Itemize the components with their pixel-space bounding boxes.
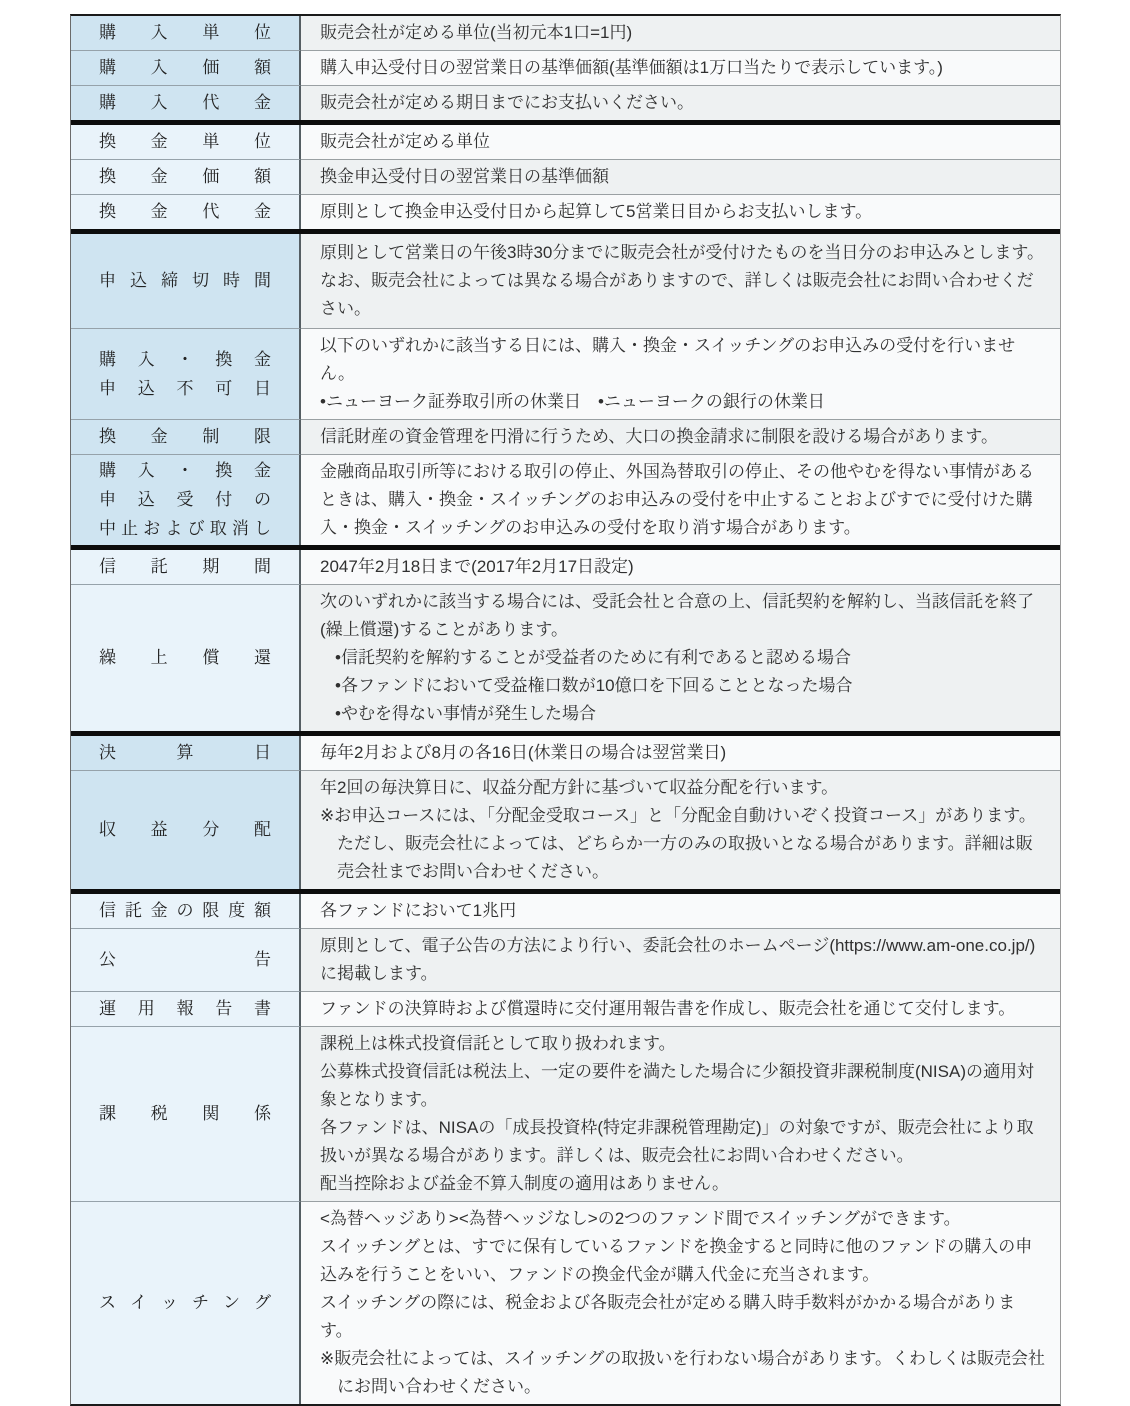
table-row <box>71 50 1060 85</box>
row-label: 申 込 締 切 時 間 <box>71 234 301 328</box>
description-line: 公募株式投資信託は税法上、一定の要件を満たした場合に少額投資非課税制度(NISA)の適用対象となります。 <box>320 1062 1034 1109</box>
table-row <box>71 894 1060 928</box>
table-row <box>71 85 1060 120</box>
description-line: 販売会社が定める単位 <box>320 132 490 151</box>
row-description <box>301 16 1060 50</box>
row-description <box>301 328 1060 419</box>
row-label: 課 税 関 係 <box>71 1026 301 1201</box>
row-description <box>301 928 1060 991</box>
row-description <box>301 550 1060 584</box>
description-line: 購入申込受付日の翌営業日の基準価額(基準価額は1万口当たりで表示しています。) <box>320 58 943 77</box>
description-line: 販売会社が定める単位(当初元本1口=1円) <box>320 23 633 42</box>
description-line: 販売会社が定める期日までにお支払いください。 <box>320 93 694 112</box>
table-row <box>71 928 1060 991</box>
description-line: ファンドの決算時および償還時に交付運用報告書を作成し、販売会社を通じて交付します。 <box>320 999 1016 1018</box>
description-line: 以下のいずれかに該当する日には、購入・換金・スイッチングのお申込みの受付を行いません。 <box>320 336 1016 383</box>
table-row <box>71 125 1060 159</box>
row-label: 換 金 価 額 <box>71 159 301 194</box>
row-label: 購 入 ・ 換 金 申 込 不 可 日 <box>71 328 301 419</box>
table-row <box>71 454 1060 545</box>
table-row <box>71 584 1060 731</box>
table-row <box>71 159 1060 194</box>
description-line: 2047年2月18日まで(2017年2月17日設定) <box>320 557 634 576</box>
row-label: 購 入 代 金 <box>71 85 301 120</box>
row-label: 購 入 ・ 換 金 申 込 受 付 の 中 止 お よ び 取 消 し <box>71 454 301 545</box>
description-line: ※お申込コースには、「分配金受取コース」と「分配金自動けいぞく投資コース」があります。ただし、販売会社によっては、どちらか一方のみの取扱いとなる場合があります。詳細は販売会社までお問い合わせください。 <box>320 806 1036 881</box>
table-row <box>71 16 1060 50</box>
table-row <box>71 1201 1060 1404</box>
row-label: 信 託 金 の 限 度 額 <box>71 894 301 928</box>
row-description <box>301 419 1060 454</box>
table-row <box>71 419 1060 454</box>
row-description <box>301 50 1060 85</box>
description-line: 課税上は株式投資信託として取り扱われます。 <box>320 1034 676 1053</box>
description-line: 各ファンドは、NISAの「成長投資枠(特定非課税管理勘定)」の対象ですが、販売会社により取扱いが異なる場合があります。詳しくは、販売会社にお問い合わせください。 <box>320 1118 1034 1165</box>
table-row <box>71 194 1060 229</box>
table-row <box>71 770 1060 889</box>
row-description <box>301 234 1060 328</box>
row-description <box>301 1026 1060 1201</box>
description-line: 年2回の毎決算日に、収益分配方針に基づいて収益分配を行います。 <box>320 778 839 797</box>
table-row <box>71 1026 1060 1201</box>
description-line: ※販売会社によっては、スイッチングの取扱いを行わない場合があります。くわしくは販売会社にお問い合わせください。 <box>320 1349 1046 1396</box>
row-label: 運 用 報 告 書 <box>71 991 301 1026</box>
row-description <box>301 85 1060 120</box>
description-line: 次のいずれかに該当する場合には、受託会社と合意の上、信託契約を解約し、当該信託を終了(繰上償還)することがあります。 <box>320 592 1034 639</box>
table-row <box>71 328 1060 419</box>
row-label: 購 入 単 位 <box>71 16 301 50</box>
description-line: 換金申込受付日の翌営業日の基準価額 <box>320 167 609 186</box>
row-label: 換 金 制 限 <box>71 419 301 454</box>
row-label: 換 金 単 位 <box>71 125 301 159</box>
description-line: 金融商品取引所等における取引の停止、外国為替取引の停止、その他やむを得ない事情があるときは、購入・換金・スイッチングのお申込みの受付を中止することおよびすでに受付けた購入・換金・スイッチングのお申込みの受付を取り消す場合があります。 <box>320 462 1034 537</box>
table-row <box>71 234 1060 328</box>
row-label: 購 入 価 額 <box>71 50 301 85</box>
row-label: ス イ ッ チ ン グ <box>71 1201 301 1404</box>
row-description <box>301 584 1060 731</box>
row-description <box>301 159 1060 194</box>
description-line: •ニューヨーク証券取引所の休業日 •ニューヨークの銀行の休業日 <box>320 392 825 411</box>
row-description <box>301 894 1060 928</box>
row-description <box>301 736 1060 770</box>
fund-table <box>70 14 1061 1406</box>
row-description <box>301 1201 1060 1404</box>
description-line: 原則として営業日の午後3時30分までに販売会社が受付けたものを当日分のお申込みとします。なお、販売会社によっては異なる場合がありますので、詳しくは販売会社にお問い合わせください。 <box>320 243 1045 318</box>
row-description <box>301 454 1060 545</box>
row-label: 収 益 分 配 <box>71 770 301 889</box>
table-row <box>71 550 1060 584</box>
table-row <box>71 991 1060 1026</box>
row-label: 繰 上 償 還 <box>71 584 301 731</box>
description-line: 各ファンドにおいて1兆円 <box>320 901 517 920</box>
description-line: •各ファンドにおいて受益権口数が10億口を下回ることとなった場合 <box>335 676 853 695</box>
description-line: スイッチングの際には、税金および各販売会社が定める購入時手数料がかかる場合があります。 <box>320 1293 1016 1340</box>
row-description <box>301 770 1060 889</box>
row-description <box>301 991 1060 1026</box>
description-line: •やむを得ない事情が発生した場合 <box>335 704 596 723</box>
row-description <box>301 125 1060 159</box>
description-line: <為替ヘッジあり><為替ヘッジなし>の2つのファンド間でスイッチングができます。 <box>320 1209 961 1228</box>
description-line: 毎年2月および8月の各16日(休業日の場合は翌営業日) <box>320 743 727 762</box>
row-label: 決 算 日 <box>71 736 301 770</box>
row-label: 公 告 <box>71 928 301 991</box>
row-description <box>301 194 1060 229</box>
description-line: 信託財産の資金管理を円滑に行うため、大口の換金請求に制限を設ける場合があります。 <box>320 427 998 446</box>
document-page <box>70 14 1061 1406</box>
row-label: 換 金 代 金 <box>71 194 301 229</box>
description-line: 原則として、電子公告の方法により行い、委託会社のホームページ(https://www.am-one.co.jp/)に掲載します。 <box>320 936 1036 983</box>
description-line: 原則として換金申込受付日から起算して5営業日目からお支払いします。 <box>320 202 873 221</box>
description-line: •信託契約を解約することが受益者のために有利であると認める場合 <box>335 648 851 667</box>
description-line: 配当控除および益金不算入制度の適用はありません。 <box>320 1174 730 1193</box>
table-row <box>71 736 1060 770</box>
description-line: スイッチングとは、すでに保有しているファンドを換金すると同時に他のファンドの購入の申込みを行うことをいい、ファンドの換金代金が購入代金に充当されます。 <box>320 1237 1033 1284</box>
row-label: 信 託 期 間 <box>71 550 301 584</box>
